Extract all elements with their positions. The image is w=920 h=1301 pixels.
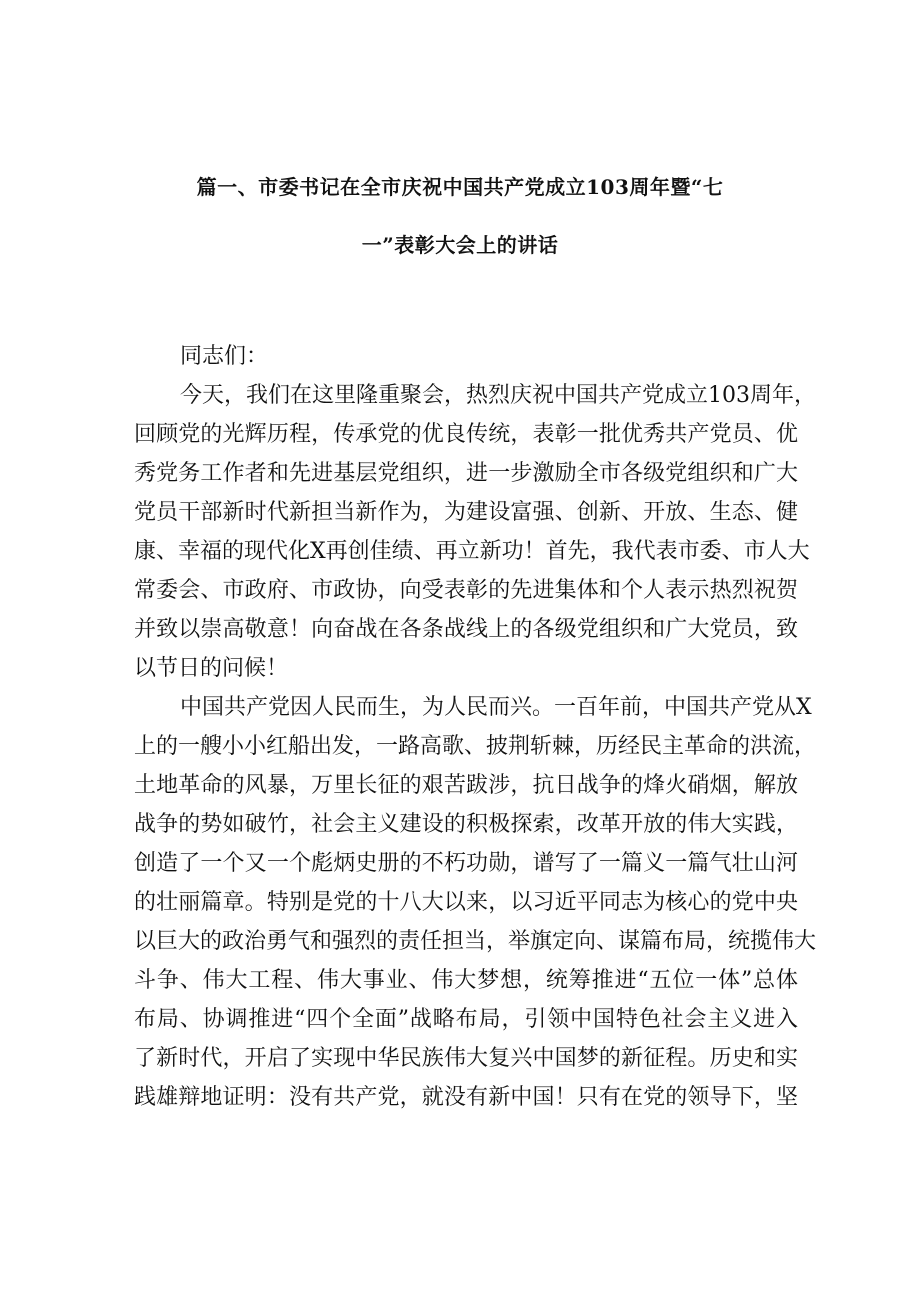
paragraph-line: 康、幸福的现代化X再创佳绩、再立新功！首先，我代表市委、市人大: [134, 539, 810, 564]
paragraph-line: 以节日的问候！: [134, 656, 289, 681]
paragraph-line: 土地革命的风暴，万里长征的艰苦跋涉，抗日战争的烽火硝烟，解放: [134, 773, 798, 798]
paragraph-line: 了新时代，开启了实现中华民族伟大复兴中国梦的新征程。历史和实: [134, 1046, 798, 1071]
paragraph-line: 并致以崇高敬意！向奋战在各条战线上的各级党组织和广大党员，致: [134, 617, 798, 642]
paragraph-line: 今天，我们在这里隆重聚会，热烈庆祝中国共产党成立103周年，: [180, 383, 816, 408]
document-body: [134, 337, 817, 1117]
paragraph-line: 斗争、伟大工程、伟大事业、伟大梦想，统筹推进“五位一体”总体: [134, 968, 798, 993]
paragraph-line: 布局、协调推进“四个全面”战略布局，引领中国特色社会主义进入: [134, 1007, 798, 1032]
paragraph-line: 践雄辩地证明：没有共产党，就没有新中国！只有在党的领导下，坚: [134, 1085, 798, 1110]
paragraph-line: 创造了一个又一个彪炳史册的不朽功勋，谱写了一篇义一篇气壮山河: [134, 851, 798, 876]
paragraph-line: 中国共产党因人民而生，为人民而兴。一百年前，中国共产党从X: [180, 695, 812, 720]
paragraph-line: 常委会、市政府、市政协，向受表彰的先进集体和个人表示热烈祝贺: [134, 578, 798, 603]
paragraph-2: [134, 688, 817, 1117]
paragraph-1: [134, 376, 816, 688]
document-title-line-1: 篇一、市委书记在全市庆祝中国共产党成立103周年暨“七: [196, 175, 724, 199]
salutation: 同志们：: [180, 344, 269, 369]
paragraph-line: 战争的势如破竹，社会主义建设的积极探索，改革开放的伟大实践，: [134, 812, 798, 837]
paragraph-line: 以巨大的政治勇气和强烈的责任担当，举旗定向、谋篇布局，统揽伟大: [134, 929, 817, 954]
paragraph-line: 的壮丽篇章。特别是党的十八大以来，以习近平同志为核心的党中央: [134, 890, 798, 915]
paragraph-line: 秀党务工作者和先进基层党组织，进一步激励全市各级党组织和广大: [134, 461, 798, 486]
paragraph-line: 上的一艘小小红船出发，一路高歌、披荆斩棘，历经民主革命的洪流，: [134, 734, 817, 759]
paragraph-line: 党员干部新时代新担当新作为，为建设富强、创新、开放、生态、健: [134, 500, 798, 525]
document-title-line-2: 一”表彰大会上的讲话: [361, 233, 559, 257]
paragraph-line: 回顾党的光辉历程，传承党的优良传统，表彰一批优秀共产党员、优: [134, 422, 798, 447]
